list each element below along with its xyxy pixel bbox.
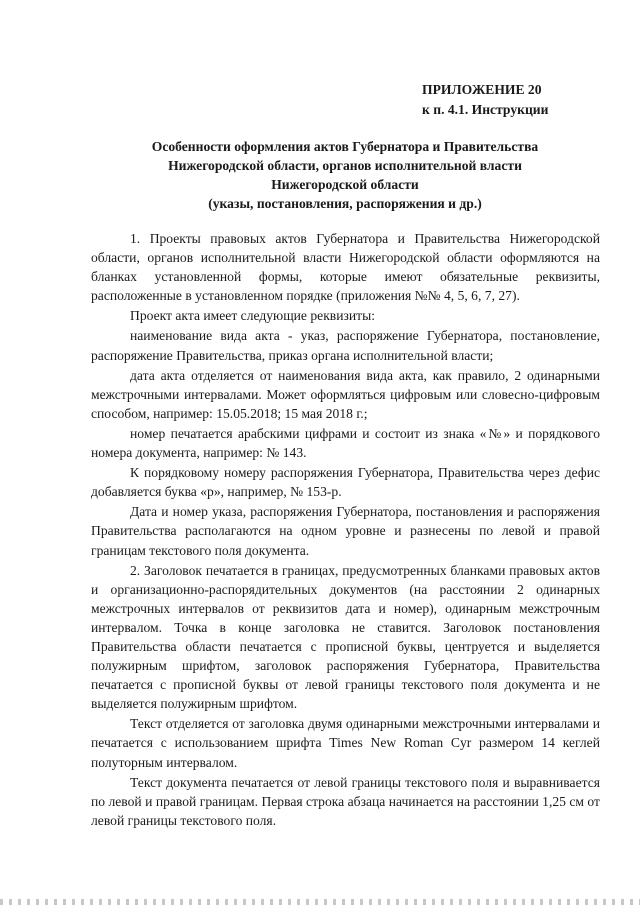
appendix-header: [422, 80, 548, 120]
paragraph-act-date: дата акта отделяется от наименования вида акта, как правило, 2 одинарными межстрочными интервалами. Может оформляться цифровым или словесно-цифровым способом, например: 15.05.2018; 15 мая 2018 г.;: [91, 367, 600, 421]
title-line-3: Нижегородской области: [271, 177, 419, 192]
scan-artifact-strip: [0, 899, 640, 905]
paragraph-heading-rules: 2. Заголовок печатается в границах, предусмотренных бланками правовых актов и организационно-распорядительных документов (на расстоянии 2 одинарных межстрочных интервалов от реквизитов дата и номер), одинарным межстрочным интервалом. Точка в конце заголовка не ставится. Заголовок постановления Правительства области печатается с прописной буквы, центруется и выделяется полужирным шрифтом, заголовок распоряжения Губернатора, Правительства печатается с прописной буквы от левой границы текстового поля документа и не выделяется полужирным шрифтом.: [91, 562, 600, 712]
paragraph-projects: 1. Проекты правовых актов Губернатора и Правительства Нижегородской области, органов исполнительной власти Нижегородской области оформляются на бланках установленной формы, которые имеют обязательные реквизиты, расположенные в установленном порядке (приложения №№ 4, 5, 6, 7, 27).: [91, 231, 600, 304]
title-line-2: Нижегородской области, органов исполнительной власти: [168, 158, 522, 173]
paragraph-text-spacing: Текст отделяется от заголовка двумя одинарными межстрочными интервалами и печатается с использованием шрифта Times New Roman Cyr размером 14 кеглей полуторным интервалом.: [91, 716, 600, 770]
paragraph-act-type: наименование вида акта - указ, распоряжение Губернатора, постановление, распоряжение Правительства, приказ органа исполнительной власти;: [91, 328, 600, 363]
appendix-reference: к п. 4.1. Инструкции: [422, 102, 549, 117]
paragraph-text-alignment: Текст документа печатается от левой границы текстового поля и выравнивается по левой и правой границам. Первая строка абзаца начинается на расстоянии 1,25 см от левой границы текстового поля.: [91, 774, 600, 828]
document-title: [90, 137, 600, 213]
document-body: [91, 229, 600, 830]
paragraph-requisites-intro: Проект акта имеет следующие реквизиты:: [130, 308, 375, 324]
title-line-4: (указы, постановления, распоряжения и др.): [208, 196, 482, 211]
paragraph-act-number: номер печатается арабскими цифрами и состоит из знака «№» и порядкового номера документа, например: № 143.: [91, 425, 600, 461]
paragraph-number-suffix: К порядковому номеру распоряжения Губернатора, Правительства через дефис добавляется буква «р», например, № 153-р.: [91, 465, 600, 500]
paragraph-date-number-layout: Дата и номер указа, распоряжения Губернатора, постановления и распоряжения Правительства располагаются на одном уровне и разнесены по левой и правой границам текстового поля документа.: [91, 504, 600, 558]
title-line-1: Особенности оформления актов Губернатора и Правительства: [151, 139, 539, 154]
appendix-number: ПРИЛОЖЕНИЕ 20: [422, 82, 542, 97]
